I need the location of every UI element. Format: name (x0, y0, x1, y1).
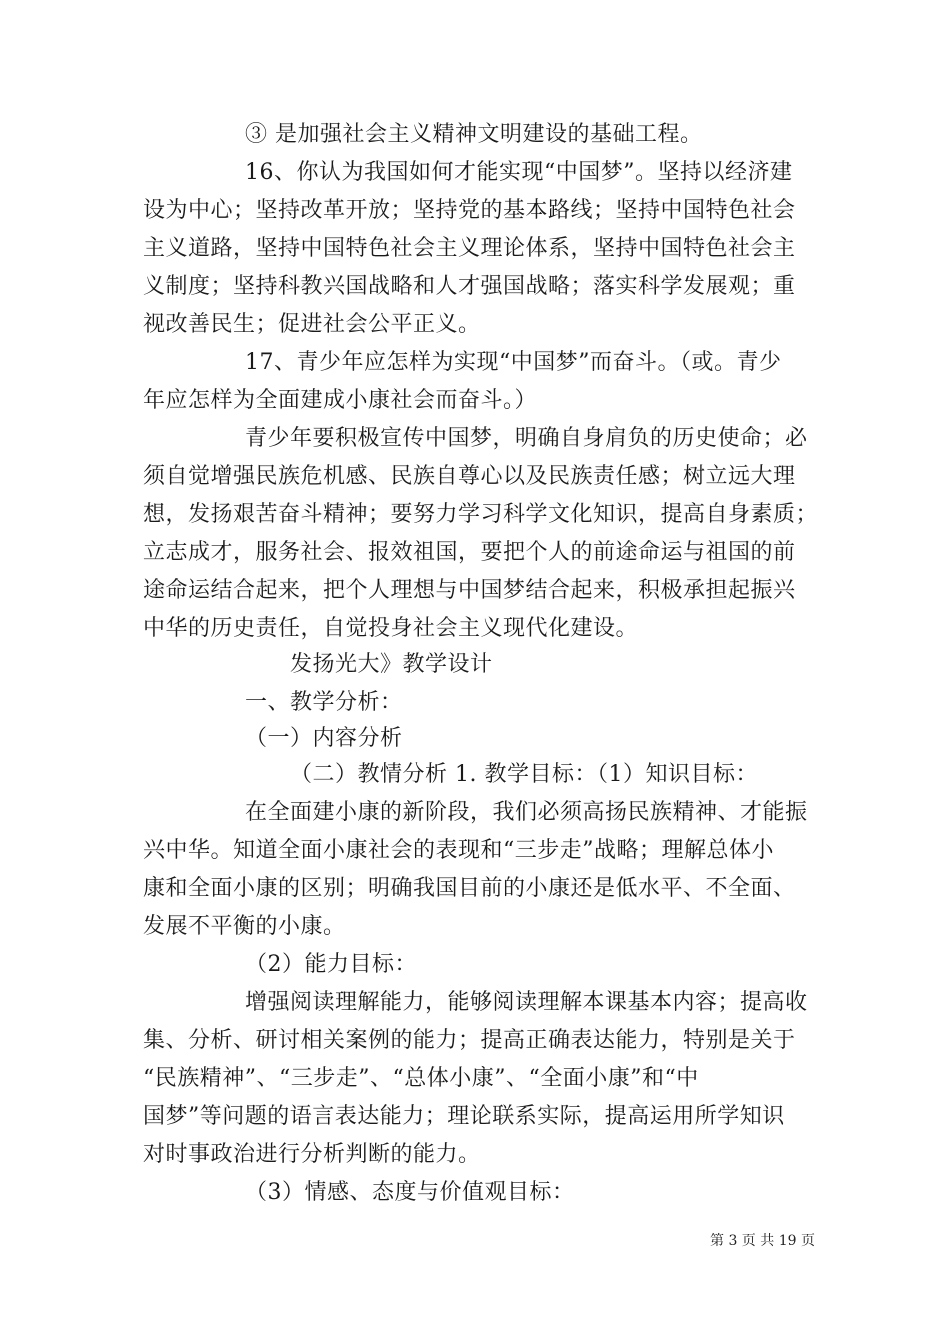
text-line: 对时事政治进行分析判断的能力。 (143, 1142, 481, 1167)
heading-level-1: 一、教学分析： (245, 690, 403, 715)
text-line: 义制度；坚持科教兴国战略和人才强国战略；落实科学发展观；重 (143, 274, 796, 299)
text-line: 16、你认为我国如何才能实现“中国梦”。坚持以经济建 (245, 160, 793, 185)
text-line: 须自觉增强民族危机感、民族自尊心以及民族责任感；树立远大理 (143, 464, 796, 489)
text-line: 国梦”等问题的语言表达能力；理论联系实际，提高运用所学知识 (143, 1104, 785, 1129)
text-line: 主义道路，坚持中国特色社会主义理论体系，坚持中国特色社会主 (143, 236, 796, 261)
text-line: 想，发扬艰苦奋斗精神；要努力学习科学文化知识，提高自身素质； (143, 502, 819, 527)
text-line: 集、分析、研讨相关案例的能力；提高正确表达能力，特别是关于 (143, 1028, 796, 1053)
text-line: 中华的历史责任，自觉投身社会主义现代化建设。 (143, 616, 639, 641)
text-line: 兴中华。知道全面小康社会的表现和“三步走”战略；理解总体小 (143, 838, 774, 863)
text-line: “民族精神”、“三步走”、“总体小康”、“全面小康”和“中 (143, 1066, 699, 1091)
text-line: ③ 是加强社会主义精神文明建设的基础工程。 (245, 122, 703, 147)
text-line: 康和全面小康的区别；明确我国目前的小康还是低水平、不全面、 (143, 876, 796, 901)
heading-level-3: （3）情感、态度与价值观目标： (245, 1180, 575, 1205)
text-line: 设为中心；坚持改革开放；坚持党的基本路线；坚持中国特色社会 (143, 198, 796, 223)
heading-level-3: （2）能力目标： (245, 952, 417, 977)
heading-level-2: （一）内容分析 (245, 726, 403, 751)
text-line: 年应怎样为全面建成小康社会而奋斗。） (143, 388, 538, 413)
text-line: 途命运结合起来，把个人理想与中国梦结合起来，积极承担起振兴 (143, 578, 796, 603)
text-line: 立志成才，服务社会、报效祖国，要把个人的前途命运与祖国的前 (143, 540, 796, 565)
text-line: 在全面建小康的新阶段，我们必须高扬民族精神、才能振 (245, 800, 808, 825)
text-line: 发展不平衡的小康。 (143, 914, 346, 939)
heading-level-2: （二）教情分析 1. 教学目标：（1）知识目标： (290, 762, 758, 787)
text-line: 17、青少年应怎样为实现“中国梦”而奋斗。（或。青少 (245, 350, 782, 375)
section-title: 发扬光大》教学设计 (290, 652, 493, 677)
text-line: 青少年要积极宣传中国梦，明确自身肩负的历史使命；必 (245, 426, 808, 451)
text-line: 视改善民生；促进社会公平正义。 (143, 312, 481, 337)
text-line: 增强阅读理解能力，能够阅读理解本课基本内容；提高收 (245, 990, 808, 1015)
page-number: 第 3 页 共 19 页 (710, 1233, 815, 1249)
